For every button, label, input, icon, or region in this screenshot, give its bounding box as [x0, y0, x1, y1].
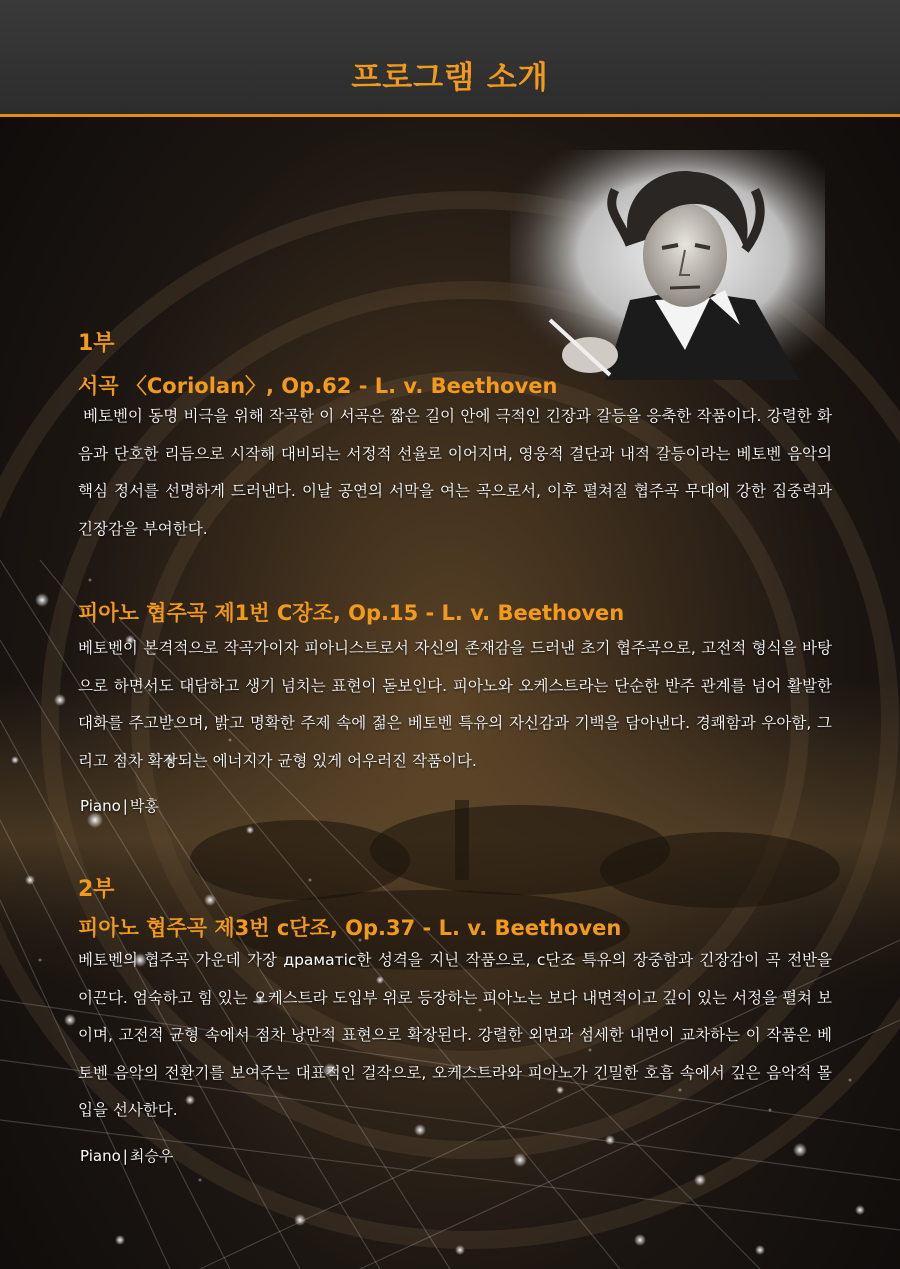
piece-title-concerto-3: 피아노 협주곡 제3번 c단조, Op.37 - L. v. Beethoven: [78, 916, 622, 940]
header-divider: [0, 114, 900, 117]
piece-description-concerto-1: 베토벤이 본격적으로 작곡가이자 피아니스트로서 자신의 존재감을 드러낸 초기 협주곡으로, 고전적 형식을 바탕으로 하면서도 대담하고 생기 넘치는 표현이 돋보인다. 피아노와 오케스트라는 단순한 반주 관계를 넘어 활발한 대화를 주고받으며, 밝고 명확한 주제 속에 젊은 베토벤 특유의 자신감과 기백을 담아낸다. 경쾌함과 우아함, 그리고 점차 확장되는 에너지가 균형 있게 어우러진 작품이다.: [78, 639, 832, 770]
performer-credit-concerto-1: [80, 795, 159, 816]
performer-credit-concerto-3: [80, 1145, 173, 1166]
performer-role: Piano: [80, 797, 121, 815]
performer-role: Piano: [80, 1147, 121, 1165]
performer-name: 박홍: [129, 797, 159, 815]
piece-title-concerto-1: 피아노 협주곡 제1번 C장조, Op.15 - L. v. Beethoven: [78, 601, 625, 625]
performer-name: 최승우: [129, 1147, 174, 1165]
beethoven-portrait-icon: [510, 150, 825, 380]
piece-description-concerto-3: 베토벤의 협주곡 가운데 가장 драматic한 성격을 지닌 작품으로, c단조 특유의 장중함과 긴장감이 곡 전반을 이끈다. 엄숙하고 힘 있는 오케스트라 도입부 위로 등장하는 피아노는 보다 내면적이고 깊이 있는 서정을 펼쳐 보이며, 고전적 균형 속에서 점차 낭만적 표현으로 확장된다. 강렬한 외면과 섬세한 내면이 교차하는 이 작품은 베토벤 음악의 전환기를 보여주는 대표적인 걸작으로, 오케스트라와 피아노가 긴밀한 호흡 속에서 깊은 음악적 몰입을 선사한다.: [78, 951, 832, 1119]
page-title: 프로그램 소개: [351, 60, 549, 96]
part-heading-1: 1부: [78, 331, 115, 356]
piece-title-coriolan: 서곡 〈Coriolan〉, Op.62 - L. v. Beethoven: [78, 374, 558, 398]
piece-description-coriolan: 베토벤이 동명 비극을 위해 작곡한 이 서곡은 짧은 길이 안에 극적인 긴장과 갈등을 응축한 작품이다. 강렬한 화음과 단호한 리듬으로 시작해 대비되는 서정적 선율로 이어지며, 영웅적 결단과 내적 갈등이라는 베토벤 음악의 핵심 정서를 선명하게 드러낸다. 이날 공연의 서막을 여는 곡으로서, 이후 펼쳐질 협주곡 무대에 강한 집중력과 긴장감을 부여한다.: [78, 407, 832, 538]
performer-separator: |: [122, 797, 128, 815]
header: [0, 0, 900, 114]
performer-separator: |: [122, 1147, 128, 1165]
part-heading-2: 2부: [78, 877, 115, 902]
